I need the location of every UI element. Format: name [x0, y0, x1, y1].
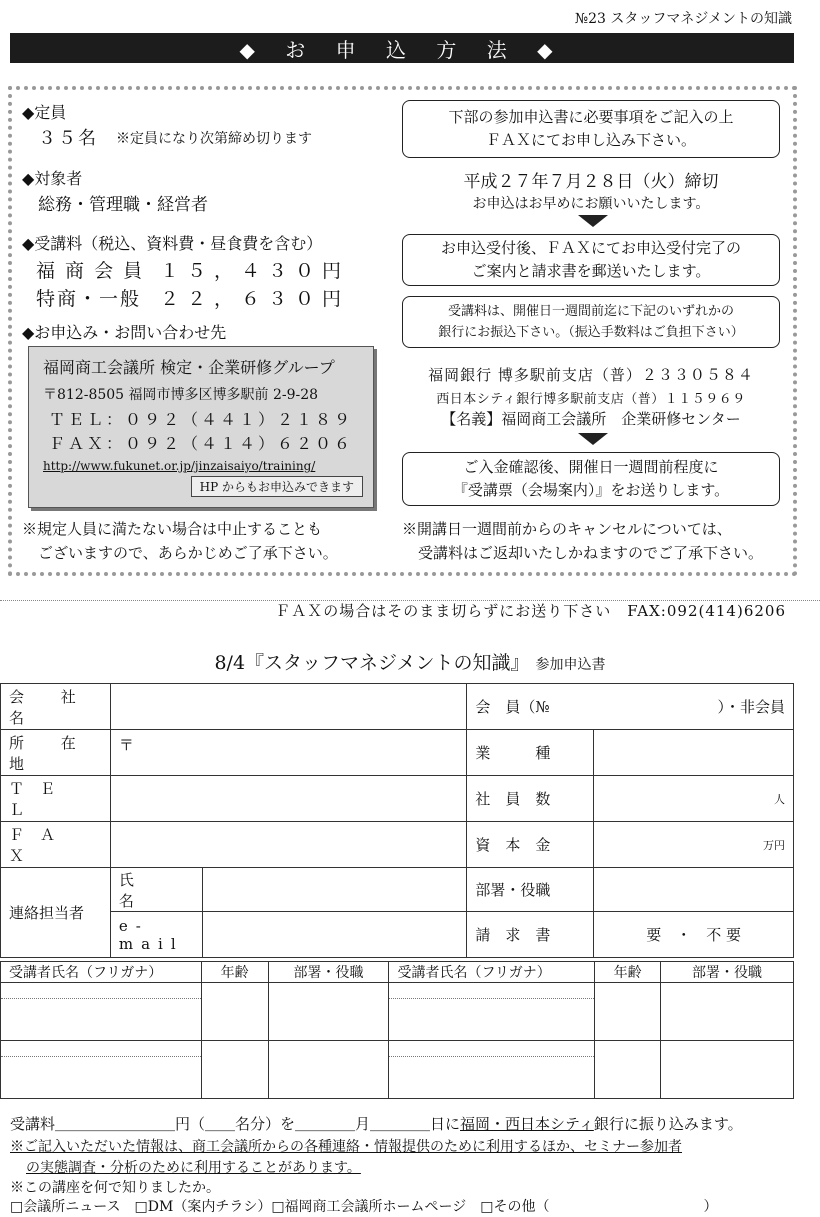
invoice-label: 請 求 書 — [467, 912, 594, 958]
bank-1: 福岡銀行 博多駅前支店（普）２３３０５８４ — [428, 366, 754, 384]
step2-line2: ご案内と請求書を郵送いたします。 — [471, 262, 711, 280]
employees-label: 社 員 数 — [467, 776, 594, 822]
attendee-dept-header-2: 部署・役職 — [661, 962, 794, 983]
application-form-table — [0, 683, 794, 958]
member-tail: ）・非会員 — [717, 698, 785, 716]
attendee-name-header: 受講者氏名（フリガナ） — [1, 962, 202, 983]
contact-box — [28, 346, 374, 508]
cancel-note-line1: ※規定人員に満たない場合は中止することも — [22, 520, 323, 538]
target-text: 総務・管理職・経営者 — [38, 195, 208, 215]
capital-label: 資 本 金 — [467, 822, 594, 868]
fee-heading: ◆受講料（税込、資料費・昼食費を含む） — [22, 234, 323, 253]
attendee-name-cell[interactable] — [1, 1041, 202, 1099]
email-field[interactable] — [202, 912, 466, 958]
attendee-name-cell[interactable] — [1, 983, 202, 1041]
step1-box — [402, 100, 780, 158]
fee-member-label: 福 商 会 員 — [36, 260, 145, 282]
tel-field[interactable] — [110, 776, 466, 822]
deadline-text: 平成２７年７月２８日（火）締切 — [463, 172, 719, 192]
flow-arrow-2 — [578, 433, 608, 445]
attendee-name-cell[interactable] — [389, 1041, 595, 1099]
hp-note: HP からもお申込みできます — [191, 476, 363, 497]
step2-line1: お申込受付後、ＦＡＸにてお申込受付完了の — [440, 239, 741, 257]
attendee-dept-header: 部署・役職 — [268, 962, 389, 983]
refund-note-line2: 受講料はご返却いたしかねますのでご了承下さい。 — [418, 544, 764, 562]
privacy-text-2: の実態調査・分析のために利用することがあります。 — [26, 1160, 361, 1176]
step2-box — [402, 234, 780, 286]
attendee-dept-cell[interactable] — [661, 983, 794, 1041]
email-label: e-mail — [110, 912, 202, 958]
member-label: 会 員（№ — [475, 698, 550, 716]
step3-line2: 銀行にお振込下さい。（振込手数料はご負担下さい） — [438, 325, 744, 340]
age-header-2: 年齢 — [595, 962, 661, 983]
attendee-age-cell[interactable] — [201, 983, 268, 1041]
flow-arrow-1 — [578, 215, 608, 227]
attendee-dept-cell[interactable] — [268, 1041, 389, 1099]
source-options[interactable]: □会議所ニュース □DM（案内チラシ）□福岡商工会議所ホームページ □その他（ ） — [10, 1199, 718, 1215]
deadline-note: お申込はお早めにお願いいたします。 — [472, 196, 710, 212]
attendee-dept-cell[interactable] — [661, 1041, 794, 1099]
contact-heading: ◆お申込み・お問い合わせ先 — [22, 323, 227, 342]
capacity-number: ３５名 — [38, 128, 98, 149]
attendee-age-cell[interactable] — [595, 983, 661, 1041]
bank-account-name: 【名義】福岡商工会議所 企業研修センター — [441, 410, 741, 428]
fee-member-row — [36, 256, 350, 283]
contact-person-label: 連絡担当者 — [1, 868, 111, 958]
fee-general-value: ２２，６３０円 — [160, 288, 350, 310]
address-field[interactable] — [110, 730, 466, 776]
dept-role-label: 部署・役職 — [467, 868, 594, 912]
name-label: 氏 名 — [110, 868, 202, 912]
contact-fax: ＦＡＸ：０９２（４１４）６２０６ — [49, 434, 354, 453]
attendee-age-cell[interactable] — [595, 1041, 661, 1099]
payment-banks: 福岡・西日本シティ — [460, 1115, 594, 1133]
step4-line1: ご入金確認後、開催日一週間前程度に — [463, 458, 719, 476]
issue-label: №23 スタッフマネジメントの知識 — [574, 11, 792, 27]
fee-member-value: １５，４３０円 — [160, 260, 350, 282]
industry-label: 業 種 — [467, 730, 594, 776]
bank-2: 西日本シティ銀行博多駅前支店（普）１１５９６９ — [436, 392, 746, 407]
company-field[interactable] — [110, 684, 466, 730]
refund-note-line1: ※開講日一週間前からのキャンセルについては、 — [402, 520, 732, 538]
section-title-bar: ◆ お 申 込 方 法 ◆ — [10, 33, 794, 63]
fee-general-label: 特商・一般 — [36, 288, 142, 310]
attendee-row — [1, 1041, 794, 1099]
attendee-dept-cell[interactable] — [268, 983, 389, 1041]
cancel-note-line2: ございますので、あらかじめご了承下さい。 — [38, 544, 338, 562]
attendee-table — [0, 961, 794, 1099]
step3-line1: 受講料は、開催日一週間前迄に下記のいずれかの — [447, 304, 734, 319]
step4-line2: 『受講票（会場案内）』をお送りします。 — [452, 481, 730, 499]
payment-text-a: 受講料＿＿＿＿＿＿＿＿円（＿＿名分）を＿＿＿＿月＿＿＿＿日に — [10, 1115, 461, 1133]
fax-label: ＦＡＸ — [1, 822, 111, 868]
how-know-question: ※この講座を何で知りましたか。 — [10, 1180, 220, 1196]
privacy-line1 — [10, 1136, 682, 1156]
postal-mark: 〒 — [118, 736, 134, 754]
member-field[interactable] — [467, 684, 794, 730]
contact-org: 福岡商工会議所 検定・企業研修グループ — [43, 358, 335, 377]
form-title-main: 8/4『スタッフマネジメントの知識』 — [214, 652, 530, 674]
contact-address: 〒812-8505 福岡市博多区博多駅前 2-9-28 — [43, 387, 319, 403]
capital-field[interactable]: 万円 — [594, 822, 794, 868]
privacy-text-1: ※ご記入いただいた情報は、商工会議所からの各種連絡・情報提供のために利用するほか、セミナー参加者 — [10, 1139, 682, 1155]
step1-line2: ＦＡＸにてお申し込み下さい。 — [485, 131, 696, 149]
step1-line1: 下部の参加申込書に必要事項をご記入の上 — [448, 108, 734, 126]
age-header: 年齢 — [201, 962, 268, 983]
tel-label: ＴＥＬ — [1, 776, 111, 822]
payment-line — [10, 1113, 743, 1134]
target-heading: ◆対象者 — [22, 169, 83, 188]
company-label: 会 社 名 — [1, 684, 111, 730]
form-title — [0, 648, 820, 675]
capacity-heading: ◆定員 — [22, 103, 67, 122]
info-box — [8, 86, 797, 576]
fax-field[interactable] — [110, 822, 466, 868]
attendee-name-cell[interactable] — [389, 983, 595, 1041]
payment-text-c: 銀行に振り込みます。 — [593, 1115, 743, 1133]
fee-general-row — [36, 284, 350, 311]
contact-tel: ＴＥＬ：０９２（４４１）２１８９ — [49, 410, 354, 429]
address-label: 所 在 地 — [1, 730, 111, 776]
fax-note: ＦＡＸの場合はそのまま切らずにお送り下さい FAX:092(414)6206 — [275, 602, 786, 620]
attendee-row — [1, 983, 794, 1041]
attendee-age-cell[interactable] — [201, 1041, 268, 1099]
employees-field[interactable]: 人 — [594, 776, 794, 822]
name-field[interactable] — [202, 868, 466, 912]
step3-box — [402, 296, 780, 348]
privacy-line2 — [26, 1157, 361, 1177]
invoice-options[interactable]: 要 ・ 不 要 — [594, 912, 794, 958]
dept-role-field[interactable] — [594, 868, 794, 912]
industry-field[interactable] — [594, 730, 794, 776]
contact-url-link[interactable]: http://www.fukunet.or.jp/jinzaisaiyo/training/ — [43, 459, 316, 473]
attendee-name-header-2: 受講者氏名（フリガナ） — [389, 962, 595, 983]
step4-box — [402, 452, 780, 506]
capacity-note: ※定員になり次第締め切ります — [116, 131, 312, 147]
form-title-sub: 参加申込書 — [535, 657, 606, 673]
